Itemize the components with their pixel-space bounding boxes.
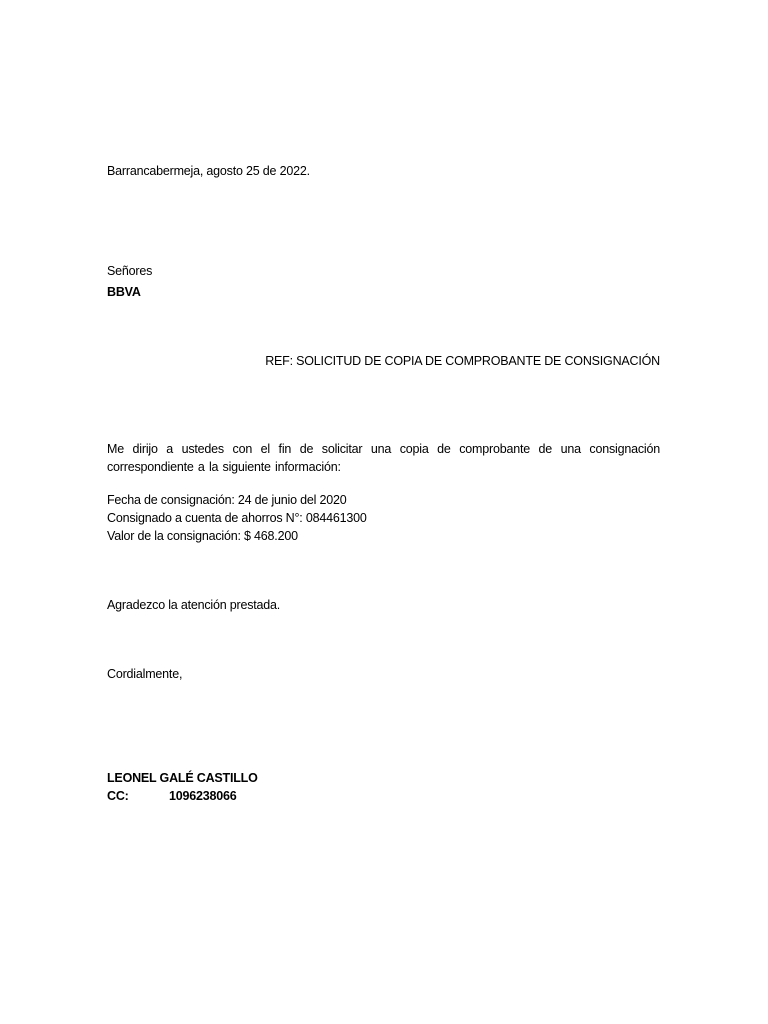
detail-account: Consignado a cuenta de ahorros N°: 084461300 [107, 511, 367, 525]
detail-date: Fecha de consignación: 24 de junio del 2020 [107, 493, 347, 507]
id-number: 1096238066 [169, 789, 237, 803]
id-label: CC: [107, 789, 129, 803]
body-paragraph: Me dirijo a ustedes con el fin de solicitar una copia de comprobante de una consignación correspondiente a la siguiente información: [107, 442, 660, 474]
signer-id [107, 787, 237, 805]
reference-line: REF: SOLICITUD DE COPIA DE COMPROBANTE DE CONSIGNACIÓN [265, 354, 660, 368]
salutation: Señores [107, 264, 153, 278]
recipient: BBVA [107, 285, 141, 299]
date-line: Barrancabermeja, agosto 25 de 2022. [107, 164, 310, 178]
thanks-line: Agradezco la atención prestada. [107, 598, 281, 612]
signer-name: LEONEL GALÉ CASTILLO [107, 771, 258, 785]
closing-line: Cordialmente, [107, 667, 183, 681]
detail-amount: Valor de la consignación: $ 468.200 [107, 529, 298, 543]
